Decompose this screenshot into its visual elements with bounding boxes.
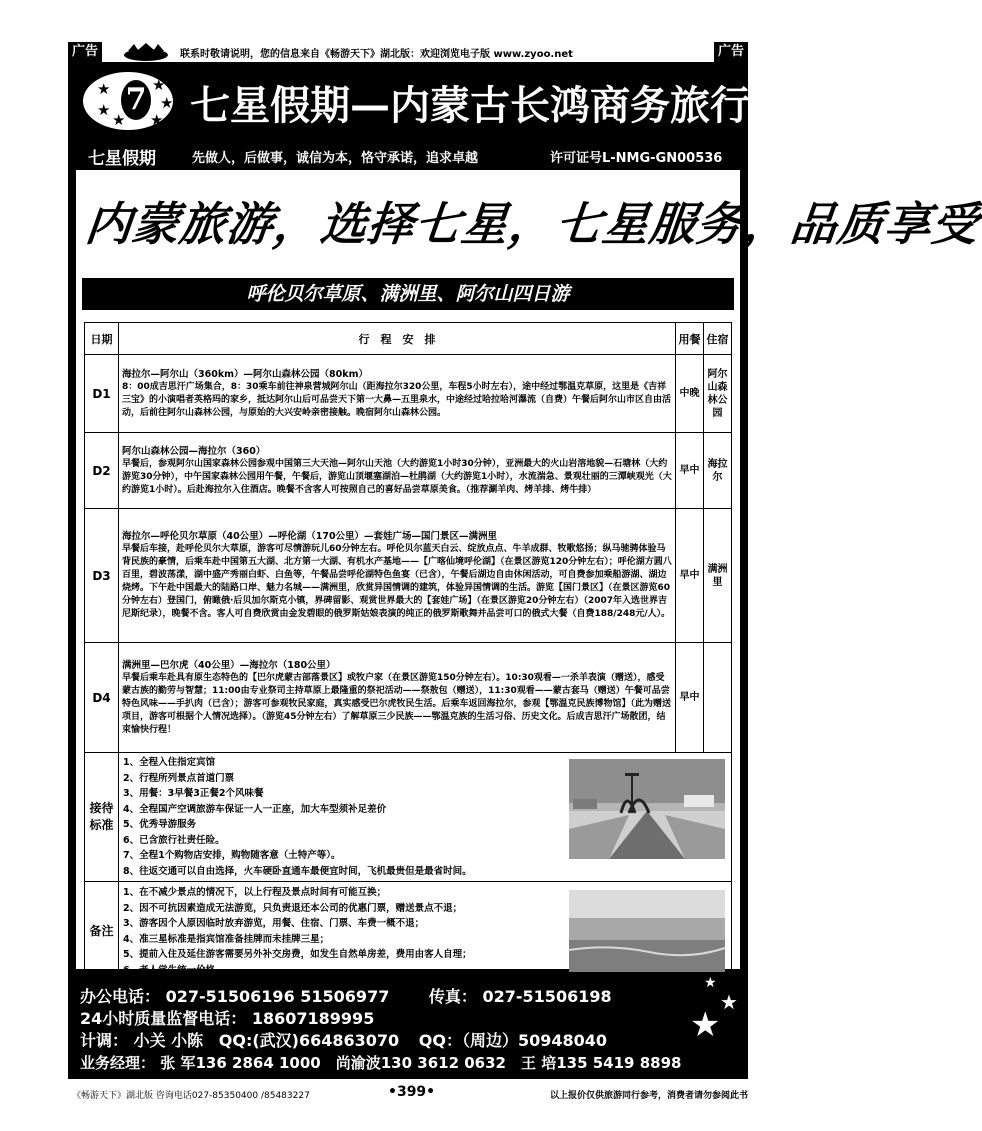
list-item: 1、在不减少景点的情况下，以上行程及景点时间有可能互换；	[123, 887, 387, 898]
header-day: 日期	[85, 323, 119, 355]
header-plan: 行 程 安 排	[119, 323, 676, 355]
page-footer	[68, 1084, 748, 1104]
service-standards-row	[85, 753, 732, 882]
day-description: 早餐后车接，赴呼伦贝尔大草原，游客可尽情游玩儿60分钟左右。呼伦贝尔蓝天白云、绽放点点、牛羊成群、牧歌悠扬；纵马驰骋体验马背民族的豪情，后乘车赴中国第五大湖、北方第一大湖、有机水产基地——【广喀仙境呼伦湖】（在景区游览120分钟左右）；呼伦湖方圆八百里，碧波荡漾，湖中盛产秀丽白虾、白鱼等，午餐品尝呼伦湖特色鱼宴（已含），午餐后湖边自由休闲活动，可自费参加乘船游湖、湖边烧烤。下午赴中国最大的陆路口岸、魅力名城——满洲里，欣赏异国情调的建筑，体验异国情调的生活。游览【国门景区】（在景区游览60分钟左右）登国门，俯瞰俄·后贝加尔斯克小镇，界碑留影、观赏世界最大的【套娃广场】（在景区游览20分钟左右）（2007年入选世界吉尼斯纪录），晚餐不含。客人可自费欣赏由金发碧眼的俄罗斯姑娘表演的纯正的俄罗斯歌舞并品尝可口的俄式大餐（自费188/248元/人）。	[122, 544, 672, 619]
day-meal: 早中	[676, 433, 704, 509]
logo-star-icon: ★	[152, 76, 166, 94]
list-item: 1、全程入住指定宾馆	[123, 757, 216, 768]
table-row	[85, 509, 732, 643]
motto: 先做人，后做事，诚信为本，恪守承诺，追求卓越	[192, 151, 479, 166]
service-standards-label: 接待标准	[85, 753, 119, 882]
logo-star-icon: ★	[97, 101, 111, 119]
logo-star-icon: ★	[112, 111, 126, 129]
table-row	[85, 355, 732, 433]
day-plan	[119, 509, 676, 643]
notes-label: 备注	[85, 882, 119, 982]
manager-line	[80, 1052, 740, 1074]
footer-publisher: 《畅游天下》湖北版 咨询电话027-85350400 /85483227	[72, 1091, 310, 1101]
list-item: 2、行程所列景点首道门票	[123, 772, 235, 784]
manager-contacts: 张 军136 2864 1000 尚渝波130 3612 0632 王 培135 5419 8898	[160, 1054, 682, 1072]
notes-list	[119, 882, 732, 982]
headline: 内蒙旅游，选择七星，七星服务，品质享受	[82, 197, 982, 251]
manager-label: 业务经理：	[80, 1054, 156, 1072]
magazine-logo-icon	[116, 42, 176, 62]
list-item: 3、用餐：3早餐3正餐2个风味餐	[123, 788, 264, 799]
day-label: D3	[85, 509, 119, 643]
day-description: 早餐后，参观阿尔山国家森林公园参观中国第三大天池—阿尔山天池（大约游览1小时30分钟），亚洲最大的火山岩溶地貌—石塘林（大约游览30分钟），中午国家森林公园用午餐，午餐后，游览山顶堰塞湖泊—杜鹃湖（大约游览1小时），水流湍急、景观壮丽的三潭峡观光（大约游览1小时）。后赴海拉尔入住酒店。晚餐不含客人可按照自己的喜好品尝草原美食。（推荐涮羊肉、烤羊排、烤牛排）	[122, 458, 672, 495]
qq-wuhan: QQ:(武汉)664863070	[218, 1031, 400, 1050]
list-item: 5、优秀导游服务	[123, 819, 197, 830]
day-route: 海拉尔—呼伦贝尔草原（40公里）—呼伦湖（170公里）—套娃广场—国门景区—满洲里	[122, 531, 498, 542]
list-item: 4、全程国产空调旅游车保证一人一正座，加大车型须补足差价	[123, 803, 387, 815]
day-label: D1	[85, 355, 119, 433]
day-description: 早餐后乘车赴具有原生态特色的【巴尔虎蒙古部落景区】或牧户家（在景区游览150分钟左右）。10:30观看—一杀羊表演（赠送），感受蒙古族的勤劳与智慧；11:00由专业祭司主持草原上最隆重的祭祀活动——祭敖包（赠送），11:30观看——蒙古套马（赠送）午餐可品尝特色风味——手扒肉（已含）；游客可参观牧民家庭，真实感受巴尔虎牧民生活。后乘车返回海拉尔，参观【鄂温克民族博物馆】（此为赠送项目，游客可根据个人情况选择）。（游览45分钟左右）了解草原三少民族——鄂温克族的生活习俗、历史文化。后成吉思汗广场散团，结束愉快行程！	[122, 672, 672, 735]
logo-star-icon: ★	[150, 111, 164, 129]
list-item: 8、往返交通可以自由选择，火车硬卧直通车最便宜时间，飞机最贵但是最省时间。	[123, 865, 472, 877]
day-label: D4	[85, 643, 119, 753]
lake-photo	[569, 890, 725, 972]
header-lodging: 住宿	[704, 323, 732, 355]
page-number: •399•	[388, 1084, 436, 1100]
day-meal: 早中	[676, 509, 704, 643]
header-meal: 用餐	[676, 323, 704, 355]
day-route: 阿尔山森林公园—海拉尔（360）	[122, 445, 266, 457]
day-plan	[119, 433, 676, 509]
table-header-row	[85, 323, 732, 355]
office-phone-line	[80, 986, 740, 1008]
city-gate-photo	[569, 759, 725, 859]
day-lodging: 海拉尔	[704, 433, 732, 509]
star-icon: ★	[704, 975, 717, 991]
hotline-line	[80, 1008, 740, 1030]
route-title: 呼伦贝尔草原、满洲里、阿尔山四日游	[82, 278, 734, 310]
footer-disclaimer: 以上报价仅供旅游同行参考，消费者请勿参阅此书	[549, 1091, 748, 1101]
dispatch-line	[80, 1030, 740, 1052]
day-route: 满洲里—巴尔虎（40公里）—海拉尔（180公里）	[122, 659, 336, 671]
list-item: 3、游客因个人原因临时放弃游览，用餐、住宿、门票、车费一概不退；	[123, 918, 425, 929]
license-number: 许可证号L-NMG-GN00536	[550, 151, 723, 166]
hotline-label: 24小时质量监督电话：	[80, 1009, 247, 1028]
star-icon: ★	[690, 1005, 721, 1045]
day-label: D2	[85, 433, 119, 509]
itinerary-table	[84, 322, 732, 982]
list-item: 7、全程1个购物店安排，购物随客意（土特产等）。	[123, 850, 341, 861]
day-plan	[119, 643, 676, 753]
hotline-number: 18607189995	[251, 1009, 375, 1028]
list-item: 2、因不可抗因素造成无法游览，只负责退还本公司的优惠门票，赠送景点不退；	[123, 902, 463, 914]
table-row	[85, 433, 732, 509]
day-lodging	[704, 643, 732, 753]
logo-star-icon: ★	[160, 94, 174, 112]
content-panel	[76, 170, 982, 976]
top-strip	[68, 42, 748, 62]
table-row	[85, 643, 732, 753]
slogan-row	[80, 144, 738, 169]
star-icon: ★	[720, 990, 738, 1014]
dispatch-names: 小关 小陈	[133, 1031, 204, 1050]
day-meal: 早中	[676, 643, 704, 753]
day-lodging: 阿尔山森林公园	[704, 355, 732, 433]
brand-name: 七星假期	[88, 149, 156, 169]
logo-star-icon: ★	[97, 80, 111, 98]
day-meal: 中晚	[676, 355, 704, 433]
ad-tag-right: 广告	[714, 42, 748, 62]
day-description: 8：00成吉思汗广场集合，8：30乘车前往神泉营城阿尔山（距海拉尔320公里，车程5小时左右），途中经过鄂温克草原，这里是《吉祥三宝》的小演唱者英格玛的家乡，抵达阿尔山后可品尝天下第一大鼻—五里泉水，中途经过哈拉哈河瀑流（自费）午餐后阿尔山市区自由活动，后前往阿尔山森林公园，与原始的大兴安岭亲密接触。晚宿阿尔山森林公园。	[122, 381, 672, 418]
fax-number: 027-51506198	[482, 987, 612, 1006]
contact-block	[80, 986, 740, 1074]
service-standards-list	[119, 753, 732, 882]
list-item: 5、提前入住及延住游客需要另外补交房费，如发生自然单房差，费用由客人自理；	[123, 949, 472, 960]
day-plan	[119, 355, 676, 433]
list-item: 6、老人学生统一价格	[123, 964, 216, 976]
page-title: 七星假期—内蒙古长鸿商务旅行社	[190, 83, 790, 129]
office-phone: 027-51506196 51506977	[165, 987, 390, 1006]
ad-tag-left: 广告	[68, 42, 102, 62]
notes-row	[85, 882, 732, 982]
day-route: 海拉尔—阿尔山（360km）—阿尔山森林公园（80km）	[122, 368, 368, 380]
fax-label: 传真：	[428, 987, 477, 1006]
qq-nearby: QQ：（周边）50948040	[418, 1031, 608, 1050]
office-phone-label: 办公电话：	[80, 987, 161, 1006]
list-item: 4、准三星标准是指宾馆准备挂牌而未挂牌三星；	[123, 933, 330, 945]
source-notice: 联系时敬请说明，您的信息来自《畅游天下》湖北版：欢迎浏览电子版 www.zyoo.net	[180, 49, 573, 60]
list-item: 6、已含旅行社责任险。	[123, 834, 225, 846]
logo-number: 7	[121, 80, 151, 120]
dispatch-label: 计调：	[80, 1031, 129, 1050]
day-lodging: 满洲里	[704, 509, 732, 643]
